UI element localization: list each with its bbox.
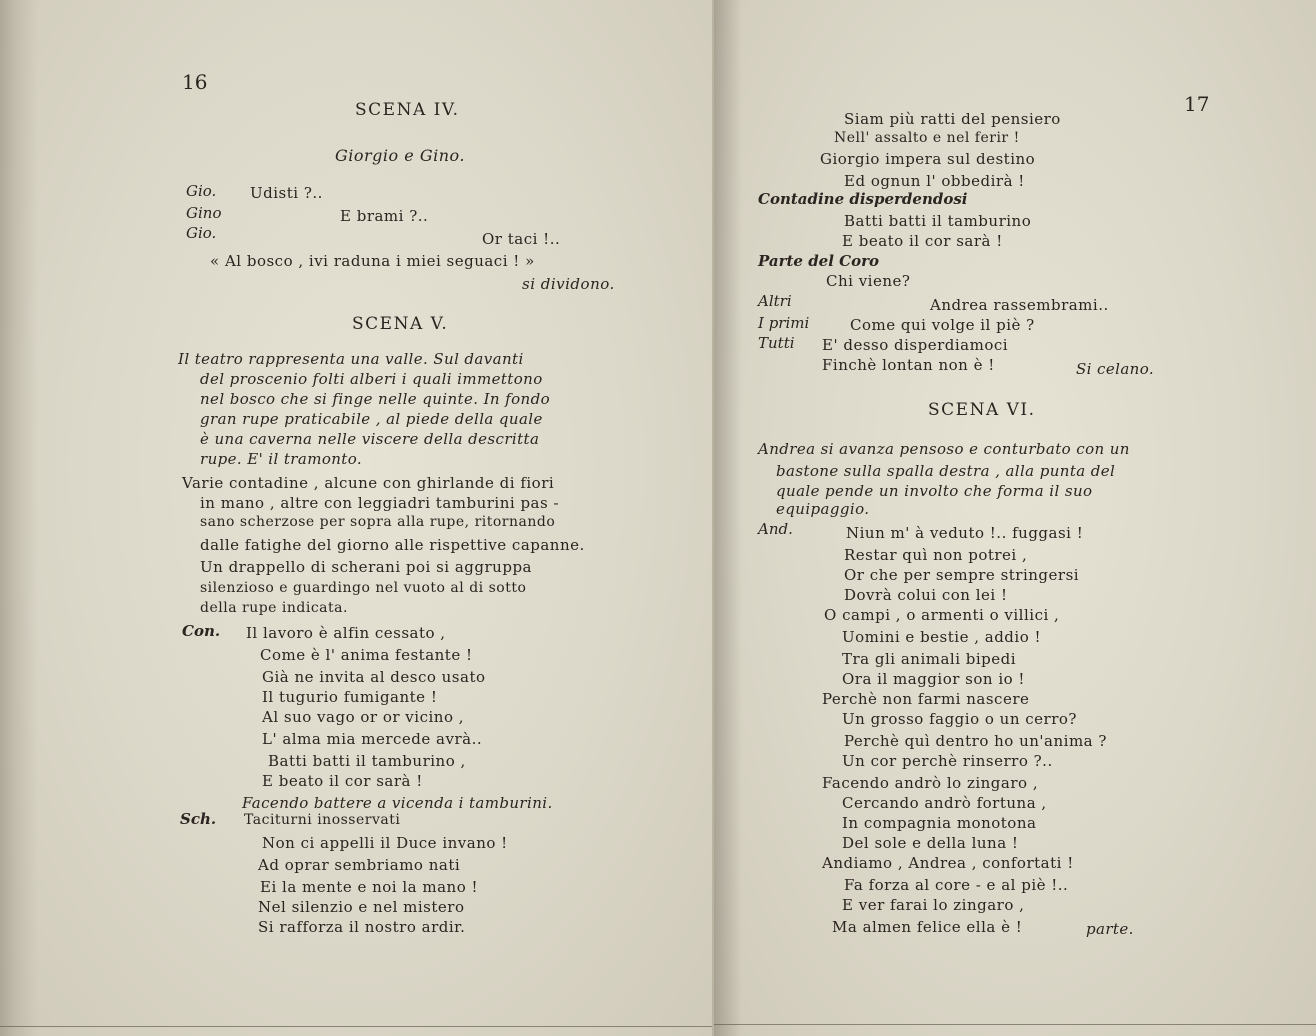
speaker-con: Con. xyxy=(182,622,221,640)
page-edge xyxy=(0,1026,712,1027)
page-number-right: 17 xyxy=(1184,92,1210,116)
verse-line: Ora il maggior son io ! xyxy=(842,670,1025,688)
verse-line: In compagnia monotona xyxy=(842,814,1037,832)
verse-line: Del sole e della luna ! xyxy=(842,834,1019,852)
verse-line: Dovrà colui con lei ! xyxy=(844,586,1008,604)
verse-line: Già ne invita al desco usato xyxy=(262,668,486,686)
stage-direction-line: gran rupe praticabile , al piede della quale xyxy=(200,410,543,428)
verse-line: Non ci appelli il Duce invano ! xyxy=(262,834,508,852)
narrative-line: silenzioso e guardingo nel vuoto al di sotto xyxy=(200,580,527,596)
verse-line: E beato il cor sarà ! xyxy=(842,232,1003,250)
verse-line: Or che per sempre stringersi xyxy=(844,566,1080,584)
speaker-altri: Altri xyxy=(758,292,792,310)
scene-4-characters: Giorgio e Gino. xyxy=(335,146,465,165)
stage-direction-line: rupe. E' il tramonto. xyxy=(200,450,363,468)
verse-line: Giorgio impera sul destino xyxy=(820,150,1036,168)
page-edge xyxy=(714,1024,1316,1025)
verse-line: Siam più ratti del pensiero xyxy=(844,110,1061,128)
stage-direction-line: del proscenio folti alberi i quali immettono xyxy=(200,370,543,388)
stage-direction-line: Il teatro rappresenta una valle. Sul davanti xyxy=(178,350,524,368)
narrative-line: sano scherzose per sopra alla rupe, ritornando xyxy=(200,514,556,530)
stage-direction-line: bastone sulla spalla destra , alla punta del xyxy=(776,462,1116,480)
stage-direction-line: è una caverna nelle viscere della descritta xyxy=(200,430,540,448)
verse-line: Un cor perchè rinserro ?.. xyxy=(842,752,1053,770)
scene-6-title: SCENA VI. xyxy=(928,400,1036,420)
verse-line: E ver farai lo zingaro , xyxy=(842,896,1025,914)
verse-line: Ed ognun l' obbedirà ! xyxy=(844,172,1025,190)
verse-line: Restar quì non potrei , xyxy=(844,546,1028,564)
verse-line: Tra gli animali bipedi xyxy=(842,650,1017,668)
verse-line: Cercando andrò fortuna , xyxy=(842,794,1047,812)
verse-line: Ad oprar sembriamo nati xyxy=(258,856,461,874)
narrative-line: in mano , altre con leggiadri tamburini pas - xyxy=(200,494,560,512)
narrative-line: Un drappello di scherani poi si aggruppa xyxy=(200,558,532,576)
stage-direction-line: Andrea si avanza pensoso e conturbato con un xyxy=(758,440,1130,458)
narrative-line: della rupe indicata. xyxy=(200,600,348,616)
dialogue-line: « Al bosco , ivi raduna i miei seguaci ! » xyxy=(210,252,535,270)
verse-line: Si rafforza il nostro ardir. xyxy=(258,918,466,936)
verse-line: Facendo andrò lo zingaro , xyxy=(822,774,1039,792)
verse-line: Ma almen felice ella è ! xyxy=(832,918,1023,936)
scene-4-title: SCENA IV. xyxy=(355,100,460,120)
verse-line: Perchè non farmi nascere xyxy=(822,690,1030,708)
speaker-contadine: Contadine disperdendosi xyxy=(758,190,968,208)
verse-line: Come qui volge il piè ? xyxy=(850,316,1035,334)
verse-line: Fa forza al core - e al piè !.. xyxy=(844,876,1069,894)
narrative-line: dalle fatighe del giorno alle rispettive capanne. xyxy=(200,536,585,554)
verse-line: Il tugurio fumigante ! xyxy=(262,688,438,706)
stage-direction: Facendo battere a vicenda i tamburini. xyxy=(242,794,553,812)
speaker-gio: Gio. xyxy=(186,224,217,242)
page-number-left: 16 xyxy=(182,70,208,94)
narrative-line: Varie contadine , alcune con ghirlande di fiori xyxy=(182,474,555,492)
speaker-tutti: Tutti xyxy=(758,334,795,352)
verse-line: Taciturni inosservati xyxy=(244,812,401,828)
stage-direction: parte. xyxy=(1086,920,1134,938)
speaker-and: And. xyxy=(758,520,793,538)
speaker-gino: Gino xyxy=(186,204,222,222)
verse-line: Finchè lontan non è ! xyxy=(822,356,995,374)
verse-line: Un grosso faggio o un cerro? xyxy=(842,710,1077,728)
speaker-parte-del-coro: Parte del Coro xyxy=(758,252,879,270)
stage-direction-line: nel bosco che si finge nelle quinte. In fondo xyxy=(200,390,551,408)
scene-5-title: SCENA V. xyxy=(352,314,449,334)
speaker-sch: Sch. xyxy=(180,810,217,828)
right-page xyxy=(714,0,1316,1036)
verse-line: L' alma mia mercede avrà.. xyxy=(262,730,483,748)
verse-line: Niun m' à veduto !.. fuggasi ! xyxy=(846,524,1084,542)
stage-direction-line: equipaggio. xyxy=(776,500,870,518)
verse-line: Perchè quì dentro ho un'anima ? xyxy=(844,732,1107,750)
verse-line: Uomini e bestie , addio ! xyxy=(842,628,1042,646)
verse-line: Nell' assalto e nel ferir ! xyxy=(834,130,1020,146)
verse-line: Al suo vago or or vicino , xyxy=(262,708,465,726)
speaker-i-primi: I primi xyxy=(758,314,810,332)
verse-line: O campi , o armenti o villici , xyxy=(824,606,1060,624)
stage-direction: Si celano. xyxy=(1076,360,1155,378)
verse-line: Nel silenzio e nel mistero xyxy=(258,898,465,916)
stage-direction-line: quale pende un involto che forma il suo xyxy=(776,482,1093,500)
verse-line: Come è l' anima festante ! xyxy=(260,646,473,664)
dialogue-line: Or taci !.. xyxy=(482,230,561,248)
dialogue-line: E brami ?.. xyxy=(340,207,429,225)
verse-line: Andiamo , Andrea , confortati ! xyxy=(822,854,1074,872)
verse-line: Batti batti il tamburino , xyxy=(268,752,466,770)
verse-line: Chi viene? xyxy=(826,272,911,290)
speaker-gio: Gio. xyxy=(186,182,217,200)
verse-line: E' desso disperdiamoci xyxy=(822,336,1009,354)
dialogue-line: Udisti ?.. xyxy=(250,184,323,202)
verse-line: Batti batti il tamburino xyxy=(844,212,1032,230)
verse-line: Ei la mente e noi la mano ! xyxy=(260,878,479,896)
verse-line: Il lavoro è alfin cessato , xyxy=(246,624,446,642)
verse-line: E beato il cor sarà ! xyxy=(262,772,423,790)
stage-direction: si dividono. xyxy=(522,275,615,293)
verse-line: Andrea rassembrami.. xyxy=(930,296,1109,314)
